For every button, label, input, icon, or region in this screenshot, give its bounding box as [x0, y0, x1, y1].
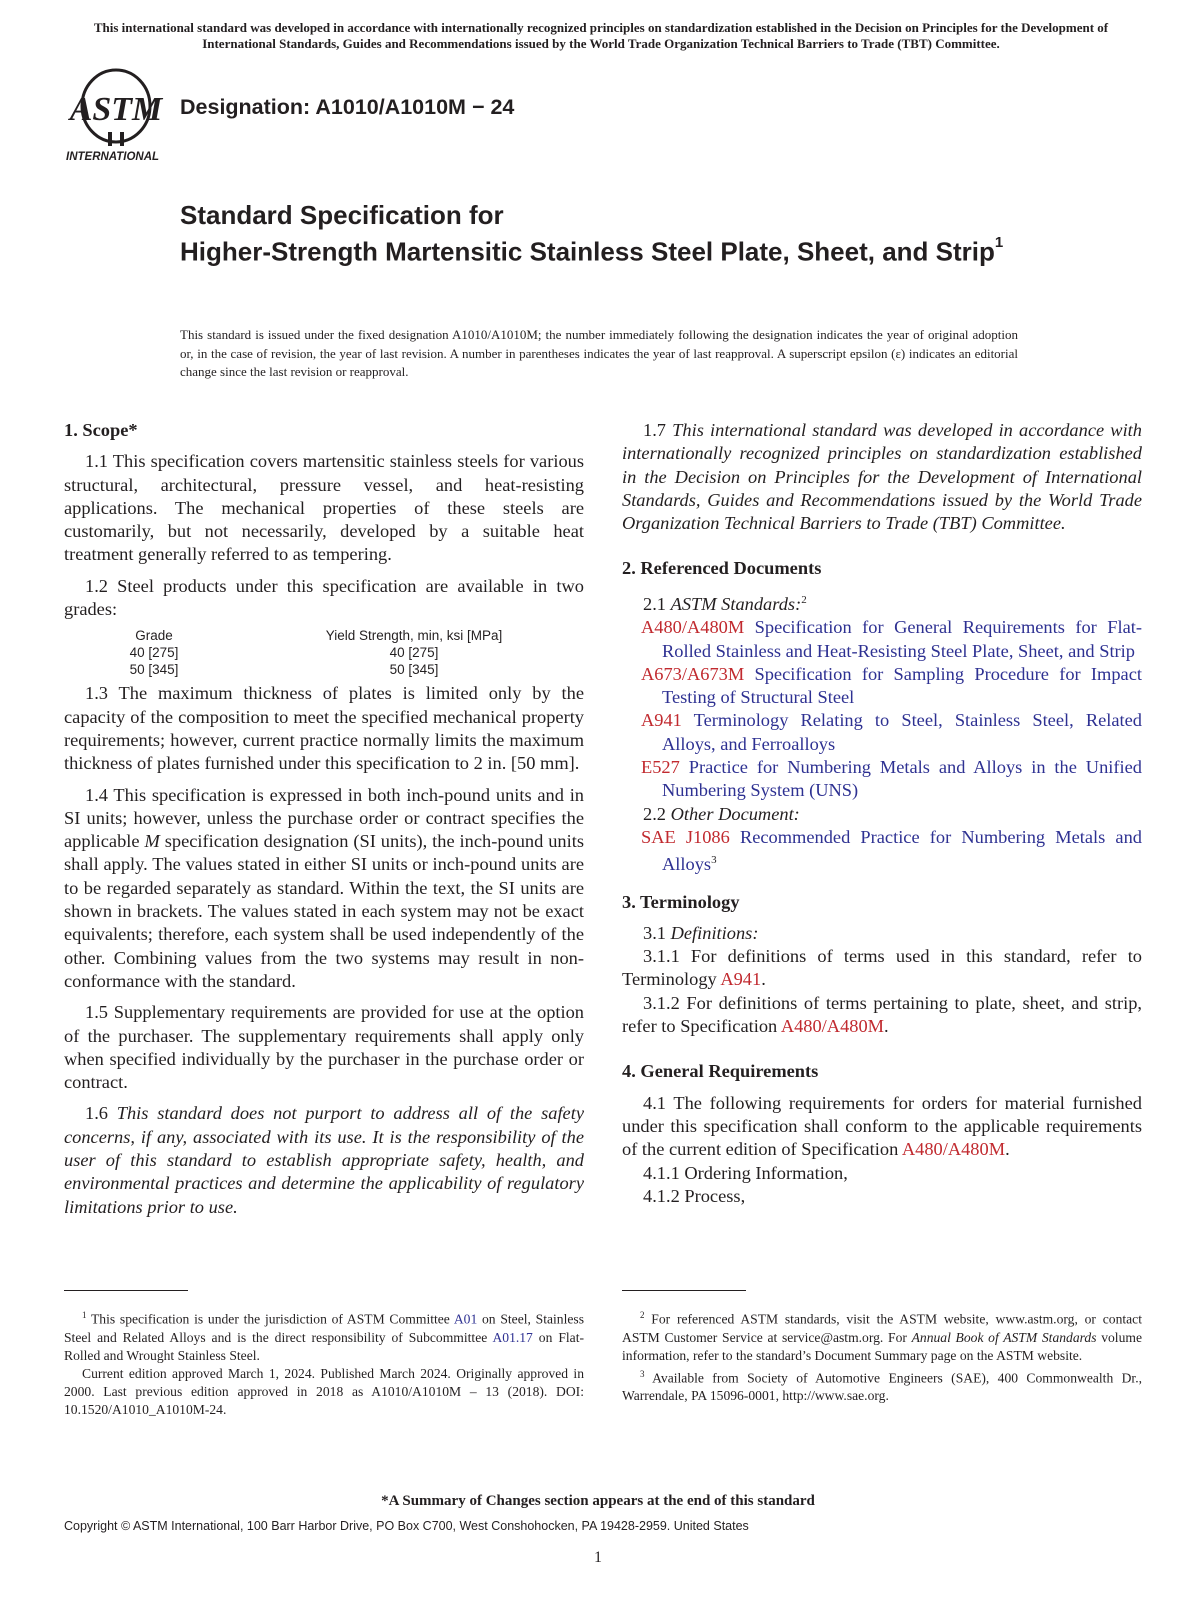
paragraph-4-1-1: 4.1.1 Ordering Information, — [643, 1162, 848, 1183]
issue-note: This standard is issued under the fixed designation A1010/A1010M; the number immediately following the designation indicates the year of original adoption or, in the case of revision, the year of last revision. A number in parentheses indicates the year of last reapproval. A superscript epsilon (ε) indicates an editorial change since the last revision or reapproval. — [180, 327, 1018, 379]
copyright-line: Copyright © ASTM International, 100 Barr Harbor Drive, PO Box C700, West Conshohocken, PA 19428-2959. United States — [64, 1519, 749, 1533]
reference-code[interactable]: A673/A673M — [641, 663, 745, 684]
table-cell: 50 [345] — [389, 662, 439, 678]
reference-title[interactable]: Specification for Sampling Procedure for Impact Testing of Structural Steel — [662, 663, 1142, 708]
astm-logo-mark — [64, 68, 170, 170]
xref-a480[interactable]: A480/A480M — [780, 1016, 885, 1037]
section-heading-terminology: 3. Terminology — [622, 891, 740, 912]
paragraph-3-1-1: 3.1.1 For definitions of terms used in this standard, refer to Terminology A941. — [622, 946, 1142, 990]
reference-code[interactable]: A480/A480M — [641, 617, 745, 638]
svg-text:ASTM: ASTM — [69, 91, 163, 128]
designation: Designation: A1010/A1010M − 24 — [180, 95, 515, 119]
paragraph-1-2: 1.2 Steel products under this specification are available in two grades: — [64, 575, 584, 620]
reference-code[interactable]: SAE J1086 — [641, 826, 730, 847]
footnote-1: $^1$ This specification is under the jurisdiction of ASTM Committee A01 on Steel, Stainless Steel and Related Alloys and is the direct responsibility of Subcommittee A01.17 on Flat-Rolled and Wrought Stainless Steel. — [64, 1310, 584, 1363]
astm-logo — [64, 68, 170, 170]
left-column — [64, 419, 584, 1227]
wto-notice: This international standard was developed in accordance with internationally recognized principles on standardization established in the Decision on Principles for the Development of International Standards, Guides and Recommendations issued by the World Trade Organization Technical Barriers to Trade (TBT) Committee. — [93, 20, 1109, 51]
reference-a941[interactable] — [622, 709, 1142, 756]
grade-table — [64, 627, 584, 678]
table-cell: 40 [275] — [129, 645, 179, 661]
table-row — [64, 644, 584, 661]
paragraph-1-5: 1.5 Supplementary requirements are provided for use at the option of the purchaser. The supplementary requirements shall apply only when specified individually by the purchaser in the purchase order or contract. — [64, 1002, 584, 1093]
title-footnote-mark[interactable]: 1 — [994, 234, 1004, 251]
footnote-1-edition: Current edition approved March 1, 2024. Published March 2024. Originally approved in 2000. Last previous edition approved in 2018 as A1010/A1010M – 13 (2018). DOI: 10.1520/A1010_A1010M-24. — [64, 1365, 584, 1417]
reference-a480[interactable] — [622, 616, 1142, 663]
document-title — [180, 199, 1060, 268]
grade-header: Grade — [135, 628, 173, 644]
table-row — [64, 661, 584, 678]
paragraph-1-3: 1.3 The maximum thickness of plates is limited only by the capacity of the composition to meet the specified mechanical property requirements; however, current practice normally limits the maximum thickness of plates furnished under this specification to 2 in. [50 mm]. — [64, 683, 584, 774]
section-heading-general-requirements: 4. General Requirements — [622, 1061, 819, 1082]
paragraph-1-1: 1.1 This specification covers martensitic stainless steels for various structural, architectural, pressure vessel, and heat-resisting applications. The mechanical properties of these steels are customarily, but not necessarily, developed by a suitable heat treatment generally referred to as tempering. — [64, 451, 584, 565]
section-heading-referenced-documents: 2. Referenced Documents — [622, 558, 822, 579]
xref-a480[interactable]: A480/A480M — [901, 1139, 1006, 1160]
right-column — [622, 419, 1142, 1208]
reference-title[interactable]: Recommended Practice for Numbering Metals and Alloys — [662, 826, 1142, 875]
summary-of-changes-note: *A Summary of Changes section appears at the end of this standard — [381, 1493, 815, 1509]
page-number: 1 — [594, 1549, 602, 1566]
logo-wordmark: INTERNATIONAL — [66, 151, 160, 163]
footnote-2: $^2$ For referenced ASTM standards, visit the ASTM website, www.astm.org, or contact ASTM Customer Service at service@astm.org. For Annual Book of ASTM Standards volume information, refer to the standard’s Document Summary page on the ASTM website. — [622, 1310, 1142, 1363]
reference-code[interactable]: A941 — [641, 710, 682, 731]
reference-e527[interactable] — [622, 756, 1142, 803]
reference-title[interactable]: Practice for Numbering Metals and Alloys in the Unified Numbering System (UNS) — [662, 756, 1142, 801]
section-heading-scope: 1. Scope* — [64, 420, 138, 440]
paragraph-3-1: 3.1 Definitions: — [643, 922, 759, 943]
table-cell: 40 [275] — [389, 645, 439, 661]
paragraph-4-1-2: 4.1.2 Process, — [643, 1185, 746, 1206]
committee-link-a01[interactable]: A01 — [453, 1311, 478, 1327]
yield-header: Yield Strength, min, ksi [MPa] — [325, 628, 503, 644]
title-line-1: Standard Specification for — [180, 200, 504, 230]
footnotes-left — [64, 1306, 584, 1419]
reference-a673[interactable] — [622, 663, 1142, 710]
title-line-2: Higher-Strength Martensitic Stainless Steel Plate, Sheet, and Strip$^1$ — [180, 234, 1004, 267]
other-document-label: 2.2 Other Document: — [643, 803, 800, 824]
subcommittee-link-a01-17[interactable]: A01.17 — [492, 1329, 533, 1345]
footnotes-right — [622, 1306, 1142, 1405]
footnote-rule-left — [64, 1290, 188, 1291]
paragraph-1-4: 1.4 This specification is expressed in both inch-pound units and in SI units; however, unless the purchase order or contract specifies the applicable M specification designation (SI units), the inch-pound units shall apply. The values stated in either SI units or inch-pound units are to be regarded separately as standard. Within the text, the SI units are shown in brackets. The values stated in each system may not be exact equivalents; therefore, each system shall be used independently of the other. Combining values from the two systems may result in non-conformance with the standard. — [64, 784, 585, 991]
paragraph-4-1: 4.1 The following requirements for orders for material furnished under this specification shall conform to the applicable requirements of the current edition of Specification A480/A480M. — [622, 1092, 1142, 1160]
reference-title[interactable]: Terminology Relating to Steel, Stainless Steel, Related Alloys, and Ferroalloys — [662, 710, 1142, 754]
astm-standards-label: 2.1 ASTM Standards:$^2$ — [643, 593, 807, 614]
reference-code[interactable]: E527 — [641, 756, 680, 777]
footnote-rule-right — [622, 1290, 746, 1291]
paragraph-1-6: 1.6 This standard does not purport to address all of the safety concerns, if any, associated with its use. It is the responsibility of the user of this standard to establish appropriate safety, health, and environmental practices and determine the applicability of regulatory limitations prior to use. — [64, 1103, 584, 1217]
footnote-3: $^3$ Available from Society of Automotive Engineers (SAE), 400 Commonwealth Dr., Warrendale, PA 15096-0001, http://www.sae.org. — [622, 1368, 1142, 1404]
reference-sae-j1086[interactable]: SAE J1086 Recommended Practice for Numbering Metals and Alloys$^3$ — [641, 826, 1142, 875]
paragraph-3-1-2: 3.1.2 For definitions of terms pertaining to plate, sheet, and strip, refer to Specification A480/A480M. — [622, 992, 1142, 1037]
paragraph-1-7: 1.7 This international standard was developed in accordance with internationally recognized principles on standardization established in the Decision on Principles for the Development of International Standards, Guides and Recommendations issued by the World Trade Organization Technical Barriers to Trade (TBT) Committee. — [622, 420, 1142, 534]
table-cell: 50 [345] — [129, 662, 179, 678]
reference-title[interactable]: Specification for General Requirements for Flat-Rolled Stainless and Heat-Resisting Steel Plate, Sheet, and Strip — [662, 617, 1142, 661]
xref-a941[interactable]: A941 — [720, 969, 762, 990]
grade-table-header — [64, 627, 584, 644]
